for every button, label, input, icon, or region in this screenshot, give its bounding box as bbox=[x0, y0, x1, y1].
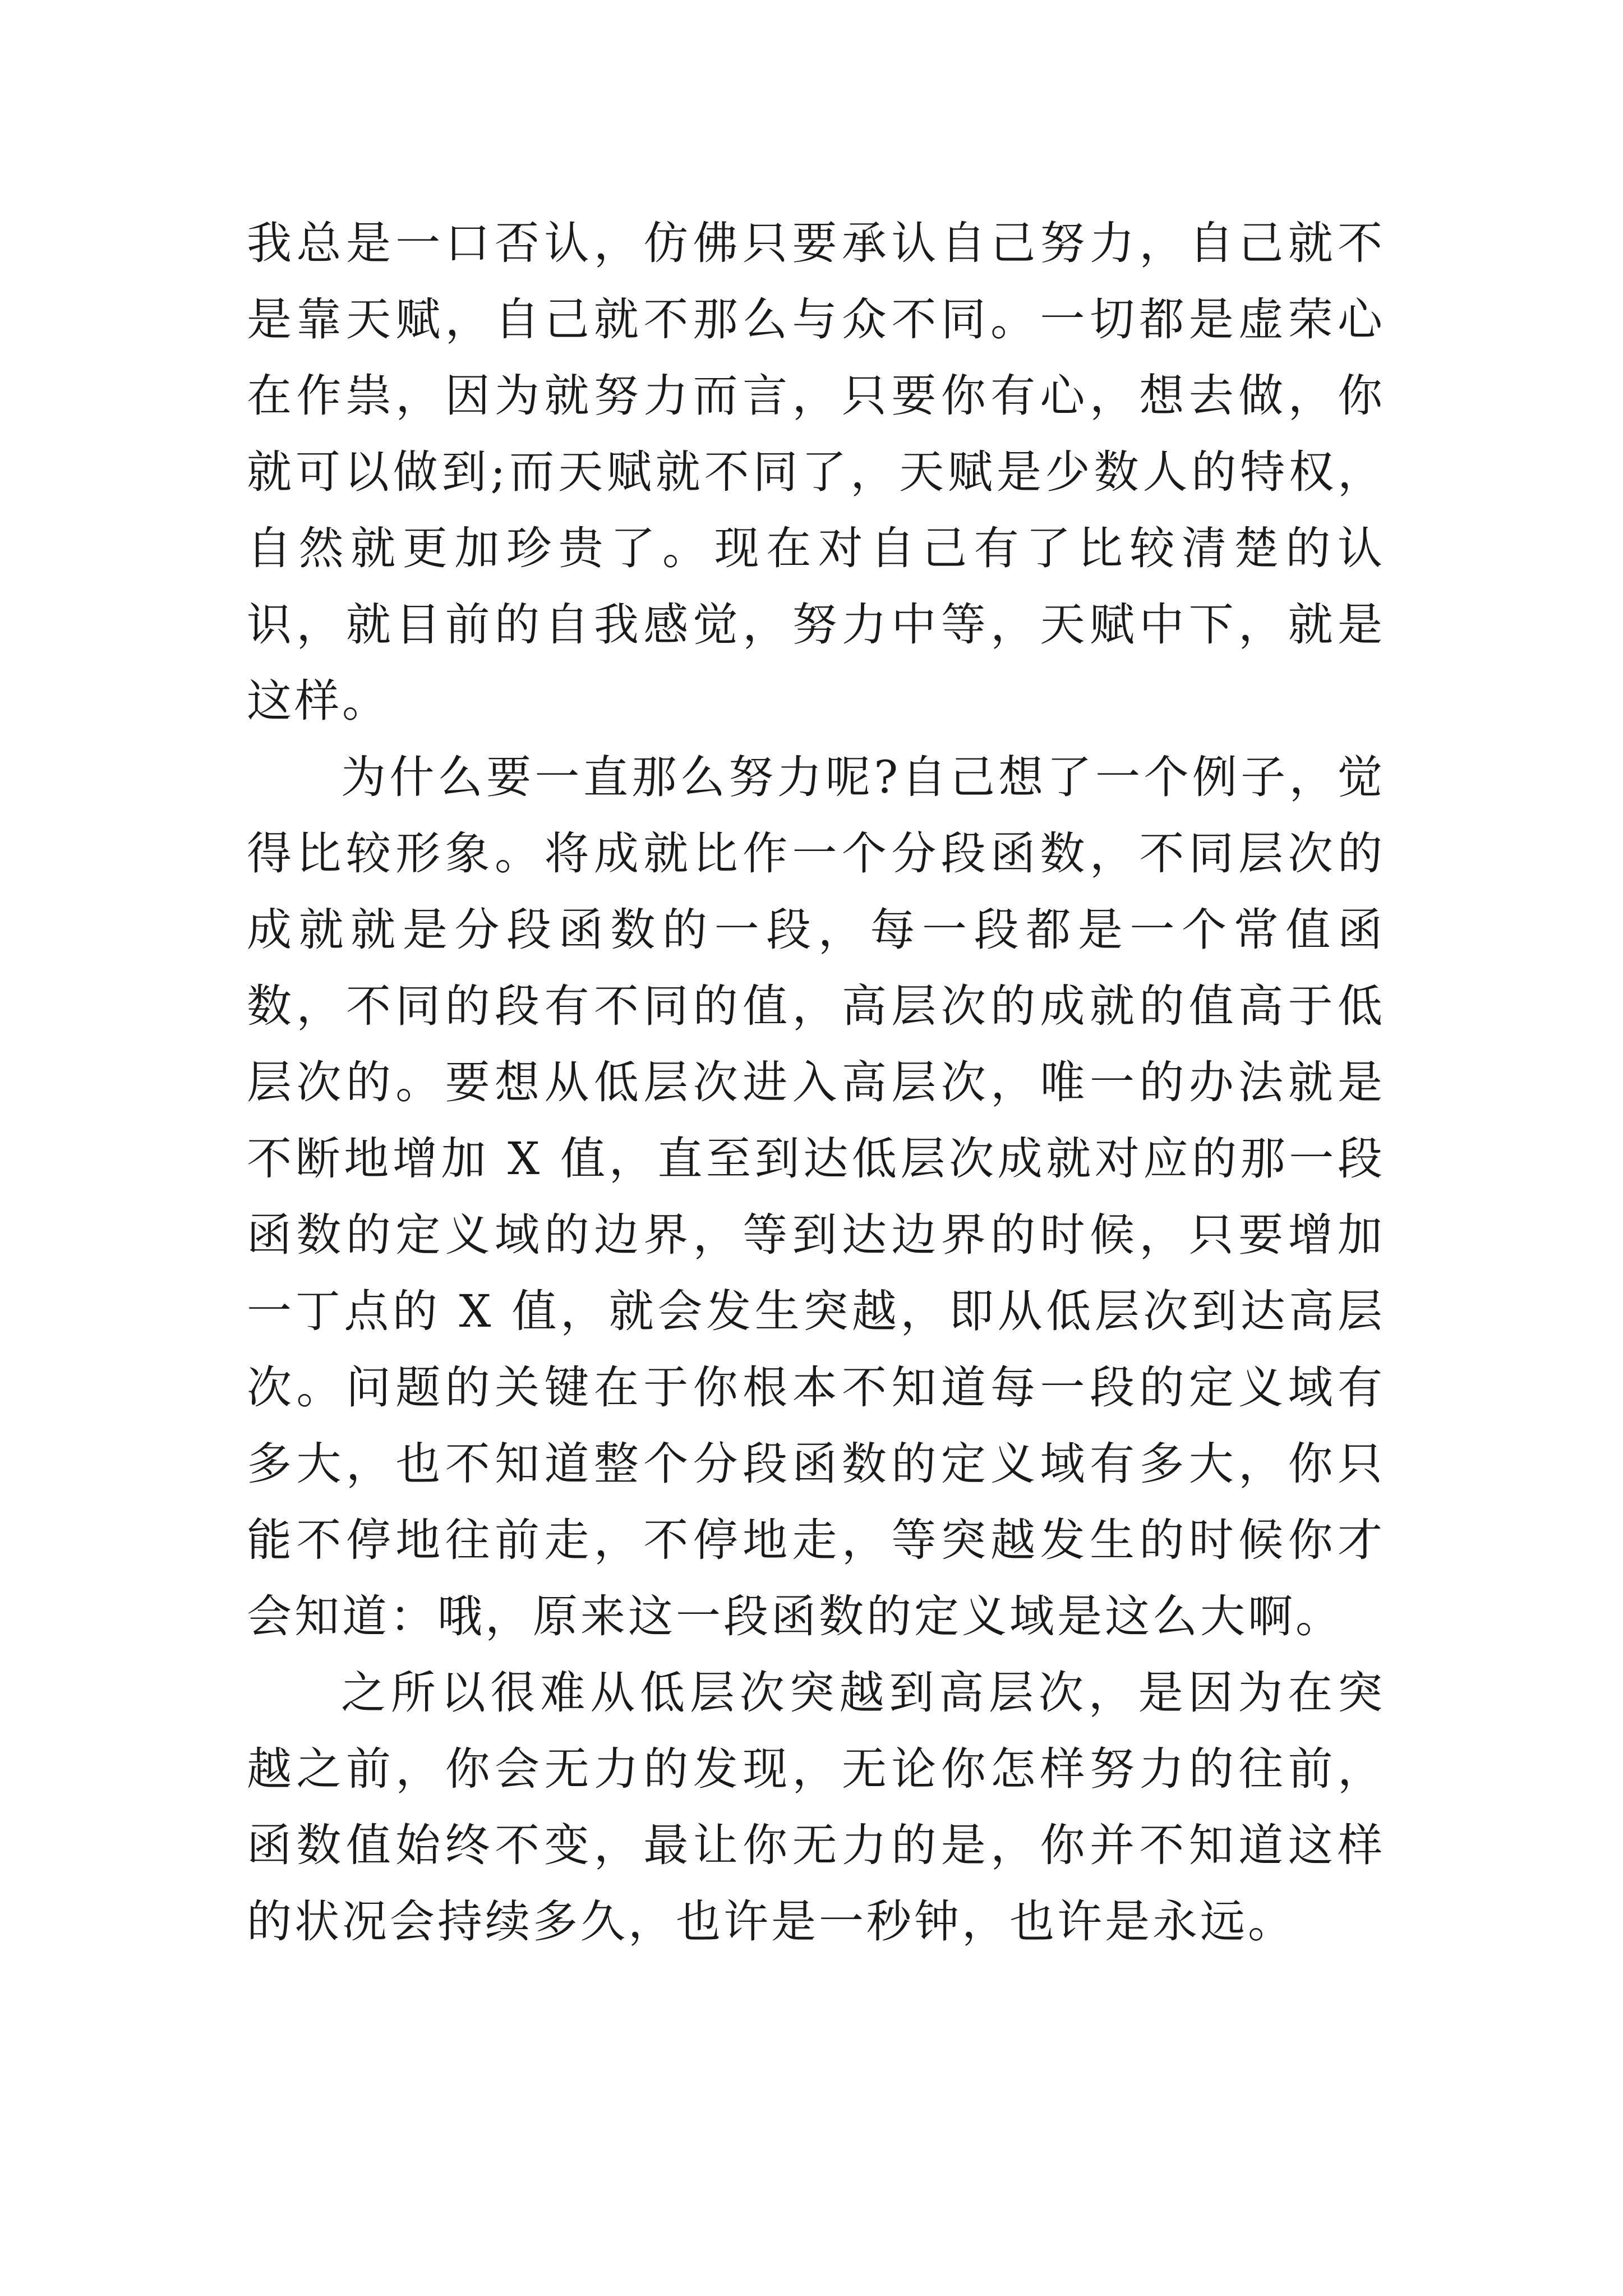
document-body bbox=[247, 205, 1385, 1960]
paragraph-2: 为什么要一直那么努力呢?自己想了一个例子，觉得比较形象。将成就比作一个分段函数，不同层次的成就就是分段函数的一段，每一段都是一个常值函数，不同的段有不同的值，高层次的成就的值高于低层次的。要想从低层次进入高层次，唯一的办法就是不断地增加 X 值，直至到达低层次成就对应的那一段函数的定义域的边界，等到达边界的时候，只要增加一丁点的 X 值，就会发生突越，即从低层次到达高层次。问题的关键在于你根本不知道每一段的定义域有多大，也不知道整个分段函数的定义域有多大，你只能不停地往前走，不停地走，等突越发生的时候你才会知道：哦，原来这一段函数的定义域是这么大啊。 bbox=[247, 751, 1385, 1642]
paragraph-1: 我总是一口否认，仿佛只要承认自己努力，自己就不是靠天赋，自己就不那么与众不同。一切都是虚荣心在作祟，因为就努力而言，只要你有心，想去做，你就可以做到;而天赋就不同了，天赋是少数人的特权，自然就更加珍贵了。现在对自己有了比较清楚的认识，就目前的自我感觉，努力中等，天赋中下，就是这样。 bbox=[247, 217, 1385, 727]
paragraph-3: 之所以很难从低层次突越到高层次，是因为在突越之前，你会无力的发现，无论你怎样努力的往前，函数值始终不变，最让你无力的是，你并不知道这样的状况会持续多久，也许是一秒钟，也许是永远。 bbox=[247, 1667, 1385, 1948]
